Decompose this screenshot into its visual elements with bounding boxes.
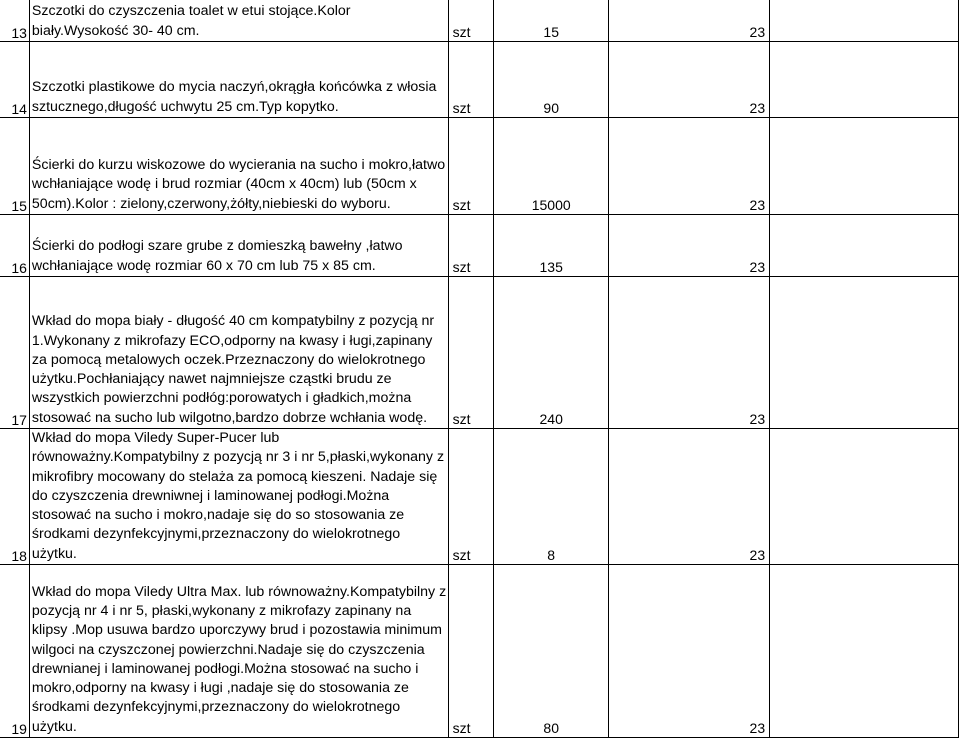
row-number: 16 [0,215,29,277]
item-description: Szczotki do czyszczenia toalet w etui stojące.Kolor biały.Wysokość 30- 40 cm. [29,0,448,42]
row-number: 17 [0,277,29,429]
empty-cell [770,0,959,42]
quantity-cell: 80 [494,565,609,738]
item-description: Wkład do mopa Viledy Ultra Max. lub równoważny.Kompatybilny z pozycją nr 4 i nr 5, płaski,wykonany z mikrofazy zapinany na klipsy .Mop usuwa bardzo uporczywy brud i pozostawia minimum wilgoci na czyszczonej powierzchni.Nadaje się do czyszczenia drewnianej i laminowanej podłogi.Można stosować na sucho i mokro,odporny na kwasy i ługi ,nadaje się do stosowania ze środkami dezynfekcyjnymi,przeznaczony do wielokrotnego użytku. [29,565,448,738]
unit-cell: szt [448,0,494,42]
item-description: Ścierki do podłogi szare grube z domieszką bawełny ,łatwo wchłaniające wodę rozmiar 60 x 70 cm lub 75 x 85 cm. [29,215,448,277]
row-number: 19 [0,565,29,738]
empty-cell [770,42,959,118]
vat-cell: 23 [608,429,769,565]
unit-cell: szt [448,277,494,429]
item-description: Szczotki plastikowe do mycia naczyń,okrągła końcówka z włosia sztucznego,długość uchwytu 25 cm.Typ kopytko. [29,42,448,118]
empty-cell [770,565,959,738]
quantity-cell: 90 [494,42,609,118]
unit-cell: szt [448,429,494,565]
quantity-cell: 15 [494,0,609,42]
table-row [0,42,959,118]
unit-cell: szt [448,215,494,277]
table-row [0,565,959,738]
row-number: 18 [0,429,29,565]
empty-cell [770,277,959,429]
row-number: 15 [0,118,29,215]
quantity-cell: 8 [494,429,609,565]
table-row [0,429,959,565]
unit-cell: szt [448,565,494,738]
table-row [0,277,959,429]
item-description: Wkład do mopa Viledy Super-Pucer lub równoważny.Kompatybilny z pozycją nr 3 i nr 5,płaski,wykonany z mikrofibry mocowany do stelaża za pomocą kieszeni. Nadaje się do czyszczenia drewniwnej i laminowanej podłogi.Można stosować na sucho i mokro,nadaje się do so stosowania ze środkami dezynfekcyjnymi,przeznaczony do wielokrotnego użytku. [29,429,448,565]
item-description: Wkład do mopa biały - długość 40 cm kompatybilny z pozycją nr 1.Wykonany z mikrofazy ECO,odporny na kwasy i ługi,zapinany za pomocą metalowych oczek.Przeznaczony do wielokrotnego użytku.Pochłaniający nawet najmniejsze cząstki brudu ze wszystkich powierzchni podłóg:porowatych i gładkich,można stosować na sucho lub wilgotno,bardzo dobrze wchłania wodę. [29,277,448,429]
table-row [0,118,959,215]
vat-cell: 23 [608,277,769,429]
item-description: Ścierki do kurzu wiskozowe do wycierania na sucho i mokro,łatwo wchłaniające wodę i brud rozmiar (40cm x 40cm) lub (50cm x 50cm).Kolor : zielony,czerwony,żółty,niebieski do wyboru. [29,118,448,215]
row-number: 13 [0,0,29,42]
vat-cell: 23 [608,215,769,277]
unit-cell: szt [448,118,494,215]
vat-cell: 23 [608,42,769,118]
quantity-cell: 135 [494,215,609,277]
empty-cell [770,429,959,565]
table-row [0,215,959,277]
vat-cell: 23 [608,0,769,42]
vat-cell: 23 [608,118,769,215]
empty-cell [770,215,959,277]
row-number: 14 [0,42,29,118]
empty-cell [770,118,959,215]
unit-cell: szt [448,42,494,118]
quantity-cell: 15000 [494,118,609,215]
vat-cell: 23 [608,565,769,738]
table-row [0,0,959,42]
quantity-cell: 240 [494,277,609,429]
